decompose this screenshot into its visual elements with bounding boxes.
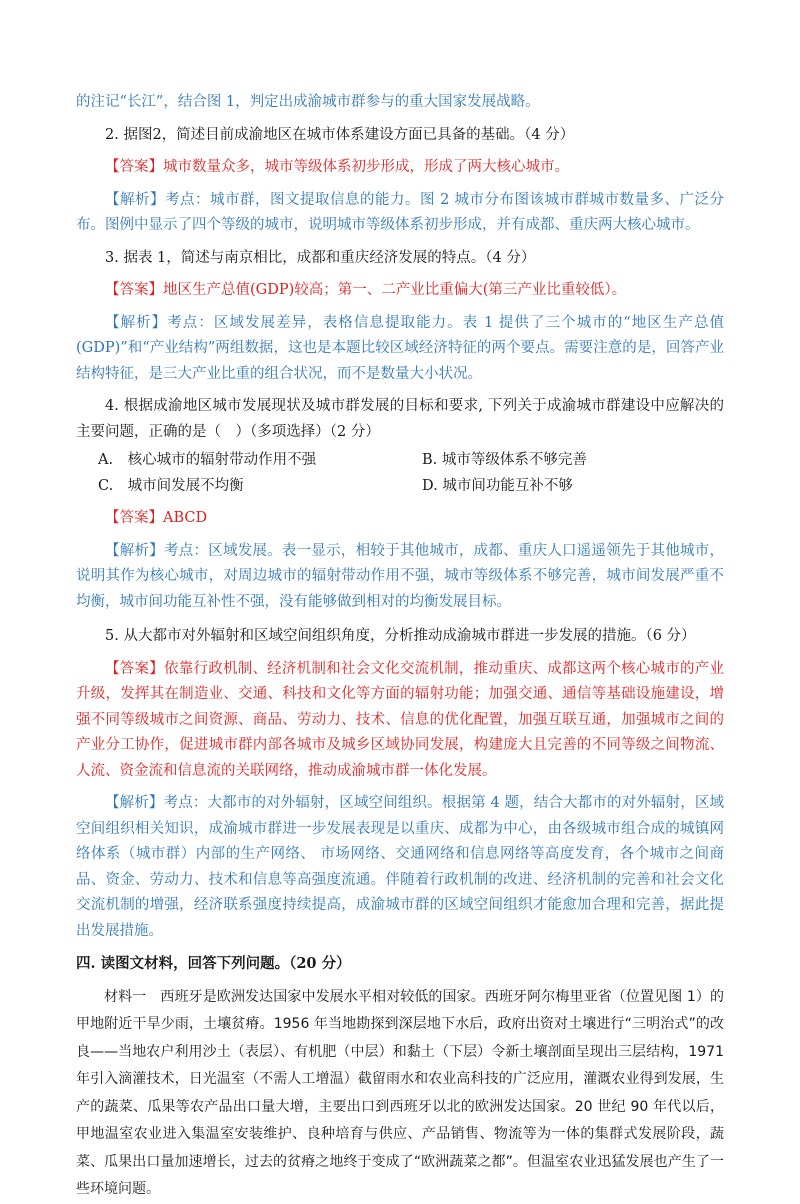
option-c: C. 城市间发展不均衡 (98, 477, 244, 494)
answer-4: 【答案】ABCD (105, 510, 208, 526)
question-3: 3. 据表 1，简述与南京相比，成都和重庆经济发展的特点。（4 分） (105, 249, 536, 266)
explanation-continued: 的注记“长江”，结合图 1，判定出成渝城市群参与的重大国家发展战略。 (76, 94, 540, 110)
answer-2: 【答案】城市数量众多，城市等级体系初步形成，形成了两大核心城市。 (105, 159, 569, 175)
explanation-2: 【解析】考点：城市群，图文提取信息的能力。图 2 城市分布图该城市群城市数量多、广泛分布。图例中显示了四个等级的城市，说明城市等级体系初步形成，并有成都、重庆两大核心城市。 (76, 191, 724, 233)
explanation-5: 【解析】考点：大都市的对外辐射，区域空间组织。根据第 4 题，结合大都市的对外辐射，区域空间组织相关知识，成渝城市群进一步发展表现是以重庆、成都为中心，由各级城市组合成的城镇网络体系（城市群）内部的生产网络、 市场网络、交通网络和信息网络等高度发育，各个城市之间商品、资金、劳动力、技术和信息等高强度流通。伴随着行政机制的改进、经济机制的完善和社会文化交流机制的增强，经济联系强度持续提高，成渝城市群的区域空间组织才能愈加合理和完善，据此提出发展措施。 (76, 795, 724, 939)
explanation-4: 【解析】考点：区域发展。表一显示，相较于其他城市，成都、重庆人口遥遥领先于其他城市，说明其作为核心城市，对周边城市的辐射带动作用不强，城市等级体系不够完善，城市间发展严重不均衡，城市间功能互补性不强，没有能够做到相对的均衡发展目标。 (76, 542, 724, 610)
explanation-3: 【解析】考点：区域发展差异，表格信息提取能力。表 1 提供了三个城市的“地区生产总值(GDP)”和“产业结构”两组数据，这也是本题比较区域经济特征的两个要点。需要注意的是，回答产业结构特征，是三大产业比重的组合状况，而不是数量大小状况。 (76, 314, 724, 382)
option-a: A. 核心城市的辐射带动作用不强 (98, 452, 317, 468)
material-1: 材料一 西班牙是欧洲发达国家中发展水平相对较低的国家。西班牙阿尔梅里亚省（位置见图 1）的甲地附近干旱少雨，土壤贫瘠。1956 年当地勘探到深层地下水后，政府出资对土壤进行“三明治式”的改良——当地农户利用沙土（表层）、有机肥（中层）和黏土（下层）令新土壤剖面呈现出三层结构，1971 年引入滴灌技术，日光温室（不需人工增温）截留雨水和农业高科技的广泛应用，灌溉农业得到发展，生产的蔬菜、瓜果等农产品出口量大增，主要出口到西班牙以北的欧洲发达国家。20 世纪 90 年代以后，甲地温室农业进入集温室安装维护、良种培育与供应、产品销售、物流等为一体的集群式发展阶段，蔬菜、瓜果出口量加速增长，过去的贫瘠之地终于变成了“欧洲蔬菜之都”。但温室农业迅猛发展也产生了一些环境问题。 (76, 988, 724, 1197)
option-b: B. 城市等级体系不够完善 (422, 452, 587, 468)
question-4: 4. 根据成渝地区城市发展现状及城市群发展的目标和要求, 下列关于成渝城市群建设中应解决的主要问题，正确的是（ ）（多项选择）（2 分） (76, 398, 724, 440)
page-content (76, 90, 724, 1204)
question-4-options (76, 448, 724, 499)
answer-3: 【答案】地区生产总值(GDP)较高；第一、二产业比重偏大(第三产业比重较低）。 (105, 282, 627, 298)
section-4-heading: 四. 读图文材料，回答下列问题。（20 分） (76, 955, 351, 972)
question-5: 5. 从大都市对外辐射和区域空间组织角度，分析推动成渝城市群进一步发展的措施。（6 分） (105, 628, 696, 644)
answer-5: 【答案】依靠行政机制、经济机制和社会文化交流机制，推动重庆、成都这两个核心城市的产业升级，发挥其在制造业、交通、科技和文化等方面的辐射功能；加强交通、通信等基础设施建设，增强不同等级城市之间资源、商品、劳动力、技术、信息的优化配置，加强互联互通，加强城市之间的产业分工协作，促进城市群内部各城市及城乡区域协同发展，构建庞大且完善的不同等级之间物流、人流、资金流和信息流的关联网络，推动成渝城市群一体化发展。 (76, 660, 724, 779)
option-d: D. 城市间功能互补不够 (422, 477, 573, 494)
question-2: 2. 据图2，简述目前成渝地区在城市体系建设方面已具备的基础。（4 分） (105, 126, 575, 143)
